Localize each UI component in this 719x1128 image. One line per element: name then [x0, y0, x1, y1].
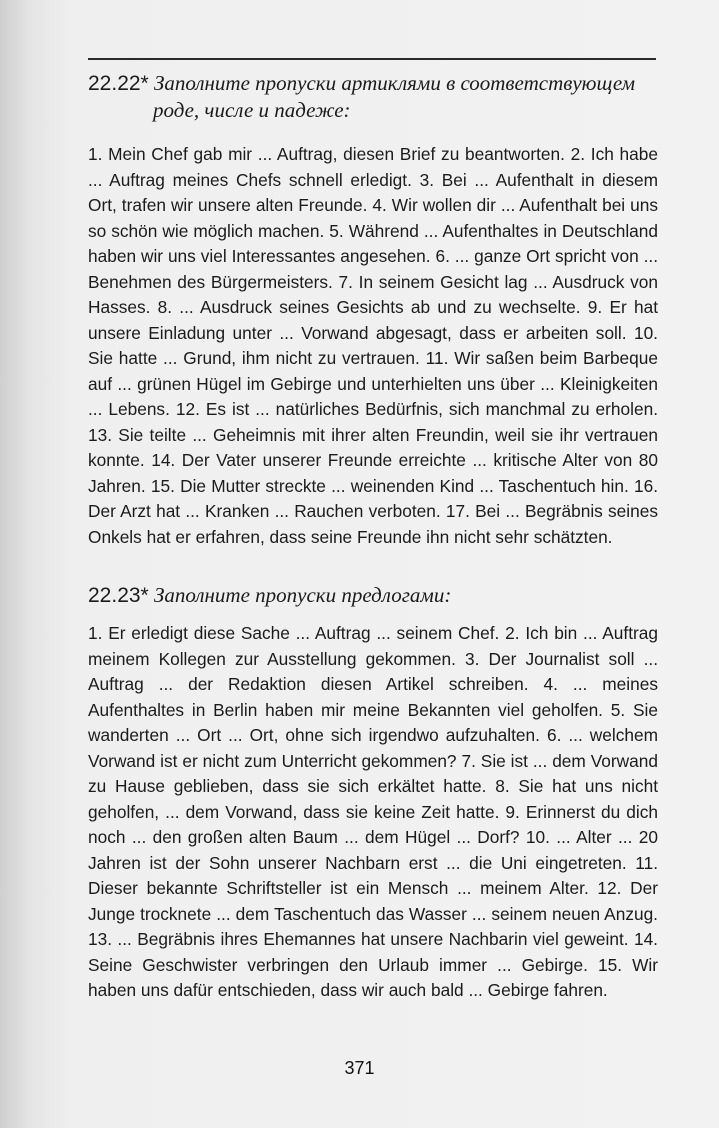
- exercise-instruction-cont: роде, числе и падеже:: [153, 98, 351, 122]
- exercise-instruction: Заполните пропуски артиклями в соответствующем: [153, 71, 636, 95]
- top-rule: [88, 58, 656, 60]
- page-content: [88, 70, 658, 1004]
- exercise-22-23-heading: [88, 582, 658, 609]
- page-number: 371: [344, 1058, 375, 1078]
- exercise-instruction: Заполните пропуски предлогами:: [153, 583, 452, 607]
- exercise-number: 22.22*: [88, 72, 149, 95]
- exercise-22-23-text: 1. Er erledigt diese Sache ... Auftrag ... seinem Chef. 2. Ich bin ... Auftrag meinem Kollegen zur Ausstellung gekommen. 3. Der Journalist soll ... Auftrag ... der Redaktion diesen Artikel schreiben. 4. ... meines Aufenthaltes in Berlin haben mir meine Bekannten viel geholfen. 5. Sie wanderten ... Ort ... Ort, ohne sich irgendwo aufzuhalten. 6. ... welchem Vorwand ist er nicht zum Unterricht gekommen? 7. Sie ist ... dem Vorwand zu Hause geblieben, dass sie sich erkältet hatte. 8. Sie hat uns nicht geholfen, ... dem Vorwand, dass sie keine Zeit hatte. 9. Erinnerst du dich noch ... den großen alten Baum ... dem Hügel ... Dorf? 10. ... Alter ... 20 Jahren ist der Sohn unserer Nachbarn erst ... die Uni eingetreten. 11. Dieser bekannte Schriftsteller ist ein Mensch ... meinem Alter. 12. Der Junge trocknete ... dem Taschentuch das Wasser ... seinem neuen Anzug. 13. ... Begräbnis ihres Ehemannes hat unsere Nachbarin viel geweint. 14. Seine Geschwister verbringen den Urlaub immer ... Gebirge. 15. Wir haben uns dafür entschieden, dass wir auch bald ... Gebirge fahren.: [88, 623, 658, 1000]
- exercise-22-22-heading: [88, 70, 658, 124]
- exercise-number: 22.23*: [88, 584, 149, 607]
- exercise-22-22-text: 1. Mein Chef gab mir ... Auftrag, diesen Brief zu beantworten. 2. Ich habe ... Auftrag meines Chefs schnell erledigt. 3. Bei ... Aufenthalt in diesem Ort, trafen wir unsere alten Freunde. 4. Wir wollen dir ... Aufenthalt bei uns so schön wie möglich machen. 5. Während ... Aufenthaltes in Deutschland haben wir uns viel Interessantes angesehen. 6. ... ganze Ort spricht von ... Benehmen des Bürgermeisters. 7. In seinem Gesicht lag ... Ausdruck von Hasses. 8. ... Ausdruck seines Gesichts ab und zu wechselte. 9. Er hat unsere Einladung unter ... Vorwand abgesagt, dass er arbeiten soll. 10. Sie hatte ... Grund, ihm nicht zu vertrauen. 11. Wir saßen beim Barbeque auf ... grünen Hügel im Gebirge und unterhielten uns über ... Kleinigkeiten ... Lebens. 12. Es ist ... natürliches Bedürfnis, sich manchmal zu erholen. 13. Sie teilte ... Geheimnis mit ihrer alten Freundin, weil sie ihr vertrauen konnte. 14. Der Vater unserer Freunde erreichte ... kritische Alter von 80 Jahren. 15. Die Mutter streckte ... weinenden Kind ... Taschentuch hin. 16. Der Arzt hat ... Kranken ... Rauchen verboten. 17. Bei ... Begräbnis seines Onkels hat er erfahren, dass seine Freunde ihn nicht sehr schätzten.: [88, 144, 658, 547]
